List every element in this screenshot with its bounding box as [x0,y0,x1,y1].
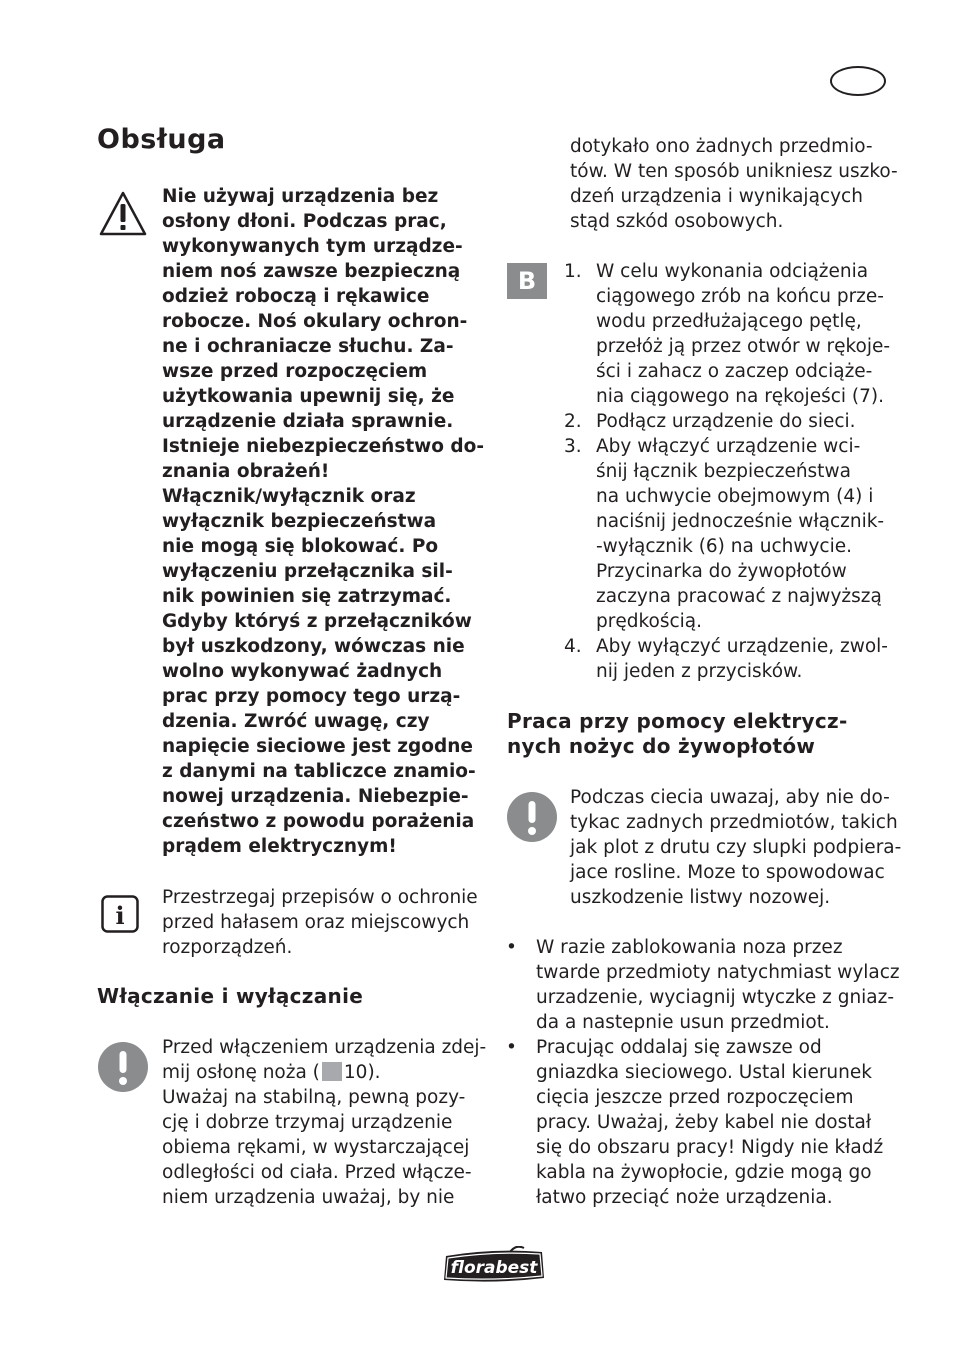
text-line: Podczas ciecia uwazaj, aby nie do- [570,787,890,808]
step-item [564,634,890,684]
section-heading-working: Praca przy pomocy elektrycz- nych nożyc do żywopłotów [507,709,848,758]
text-line: robocze. Noś okulary ochron- [162,311,468,332]
text-line: wsze przed rozpoczęciem [162,361,428,382]
text-line: ciągowego zrób na końcu prze- [596,286,884,307]
text-line: nij jeden z przycisków. [596,661,803,682]
note-line-with-ref: mij osłonę noża ( 10). [162,1062,381,1083]
step-item [564,259,891,409]
text-line: nik powinien się zatrzymać. [162,586,452,607]
exclamation-icon [98,1042,148,1092]
text-line: nowej urządzenia. Niebezpie- [162,786,469,807]
warning-triangle-icon [98,190,148,238]
text-line: Gdyby któryś z przełączników [162,611,472,632]
text-line: napięcie sieciowe jest zgodne [162,736,473,757]
section-heading-on-off: Włączanie i wyłączanie [97,984,364,1008]
text-line: łatwo przeciąć noże urządzenia. [536,1187,833,1208]
florabest-logo [440,1246,548,1286]
text-line: Nie używaj urządzenia bez [162,186,439,207]
figure-reference-square [322,1062,342,1081]
cutting-caution-note [570,785,901,910]
text-line: Przestrzegaj przepisów o ochronie [162,887,478,908]
text-line: odzież roboczą i rękawice [162,286,430,307]
step-number: 4. [564,636,582,657]
step-number: 3. [564,436,582,457]
list-item [506,935,900,1035]
text-line: Uważaj na stabilną, pewną pozy- [162,1087,466,1108]
text-line: cję i dobrze trzymaj urządzenie [162,1112,453,1133]
text-line: pracy. Uważaj, żeby kabel nie dostał [536,1112,872,1133]
steps-list [564,259,891,684]
safety-warning-text [162,184,492,859]
text-line: dotykało ono żadnych przedmio- [570,136,873,157]
text-line: tykac zadnych przedmiotów, takich [570,812,898,833]
text-line: kabla na żywopłocie, gdzie mogą go [536,1162,872,1183]
text-line: niem urządzenia uważaj, by nie [162,1187,455,1208]
noise-regulation-note [162,885,478,960]
text-line: z danymi na tabliczce znamio- [162,761,476,782]
bullet-dot: • [506,937,517,958]
page-title: Obsługa [97,124,226,155]
text-line: ści i zahacz o zaczep odciąże- [596,361,873,382]
text-line: da a nastepnie usun przedmiot. [536,1012,830,1033]
text-line: Przycinarka do żywopłotów [596,561,847,582]
text-line: W celu wykonania odciążenia [596,261,869,282]
text-line: Podłącz urządzenie do sieci. [596,411,856,432]
note-line: Przed włączeniem urządzenia zdej- [162,1037,487,1058]
text-line: dzeń urządzenia i wynikających [570,186,863,207]
text-line: naciśnij jednocześnie włącznik- [596,511,885,532]
text-line: Aby włączyć urządzenie wci- [596,436,861,457]
text-line: zaczyna pracować z najwyższą [596,586,882,607]
text-line: nie mogą się blokować. Po [162,536,439,557]
text-line: W razie zablokowania noza przez [536,937,843,958]
list-item [506,1035,900,1210]
exclamation-icon [507,792,557,842]
text-line: odległości od ciała. Przed włącze- [162,1162,472,1183]
text-line: gniazdka sieciowego. Ustal kierunek [536,1062,872,1083]
text-line: prędkością. [596,611,703,632]
bullet-list [506,935,900,1210]
text-line: czeństwo z powodu porażenia [162,811,475,832]
text-line: prądem elektrycznym! [162,836,397,857]
text-line: tów. W ten sposób unikniesz uszko- [570,161,898,182]
svg-text:florabest: florabest [450,1258,538,1278]
figure-label-b: B [507,263,547,299]
text-line: osłony dłoni. Podczas prac, [162,211,447,232]
text-line: urzadzenie, wyciagnij wtyczke z gniaz- [536,987,895,1008]
text-line: urządzenie działa sprawnie. [162,411,454,432]
text-line: Włącznik/wyłącznik oraz [162,486,416,507]
text-line: jak plot z drutu czy slupki podpiera- [570,837,902,858]
blade-cover-note [162,1035,486,1210]
text-line: nia ciągowego na rękojeści (7). [596,386,884,407]
svg-text:i: i [115,901,125,930]
step-number: 1. [564,261,582,282]
text-line: niem noś zawsze bezpieczną [162,261,461,282]
text-line: wyłączeniu przełącznika sil- [162,561,453,582]
text-line: Pracując oddalaj się zawsze od [536,1037,822,1058]
text-line: śnij łącznik bezpieczeństwa [596,461,851,482]
text-line: wodu przedłużającego pętlę, [596,311,862,332]
language-badge-oval [830,66,886,96]
text-line: ne i ochraniacze słuchu. Za- [162,336,454,357]
right-column-continuation [570,134,898,234]
text-line: znania obrażeń! [162,461,330,482]
text-line: się do obszaru pracy! Nigdy nie kładź [536,1137,884,1158]
info-icon [101,895,139,933]
text-line: twarde przedmioty natychmiast wylacz [536,962,900,983]
text-line: przed hałasem oraz miejscowych [162,912,470,933]
text-line: wyłącznik bezpieczeństwa [162,511,437,532]
text-line: jace rosline. Moze to spowodowac [570,862,885,883]
text-line: wykonywanych tym urządze- [162,236,463,257]
text-line: cięcia jeszcze przed rozpoczęciem [536,1087,854,1108]
text-line: stąd szkód osobowych. [570,211,784,232]
text-line: -wyłącznik (6) na uchwycie. [596,536,852,557]
text-line: prac przy pomocy tego urzą- [162,686,461,707]
text-line: Istnieje niebezpieczeństwo do- [162,436,485,457]
step-number: 2. [564,411,582,432]
text-line: dzenia. Zwróć uwagę, czy [162,711,430,732]
text-line: przełóż ją przez otwór w rękoje- [596,336,891,357]
text-line: rozporządzeń. [162,937,293,958]
text-line: obiema rękami, w wystarczającej [162,1137,470,1158]
step-item [564,434,890,634]
bullet-dot: • [506,1037,517,1058]
text-line: wolno wykonywać żadnych [162,661,443,682]
text-line: użytkowania upewnij się, że [162,386,455,407]
step-item [564,409,890,434]
text-line: był uszkodzony, wówczas nie [162,636,465,657]
text-line: Aby wyłączyć urządzenie, zwol- [596,636,888,657]
text-line: uszkodzenie listwy nozowej. [570,887,831,908]
text-line: na uchwycie obejmowym (4) i [596,486,874,507]
